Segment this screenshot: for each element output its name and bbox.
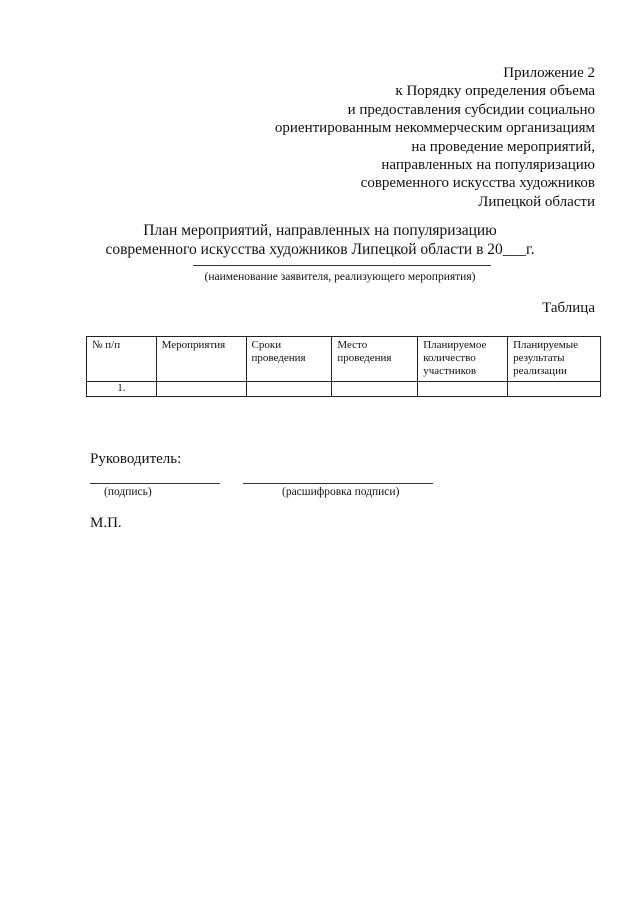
signature-caption: (подпись) <box>104 486 152 498</box>
table-header-row <box>87 337 601 382</box>
decoding-caption: (расшифровка подписи) <box>282 486 400 498</box>
title-line-1: План мероприятий, направленных на популяризацию <box>143 222 497 239</box>
applicant-name-line <box>193 265 491 266</box>
appendix-line: на проведение мероприятий, <box>411 138 595 155</box>
signature-decoding-line <box>243 483 433 484</box>
appendix-line: Липецкой области <box>478 193 595 210</box>
header-results: Планируемые результаты реализации <box>508 337 601 382</box>
appendix-line: и предоставления субсидии социально <box>347 101 595 118</box>
header-participants: Планируемое количество участников <box>418 337 508 382</box>
table-cell <box>508 382 601 397</box>
header-dates: Сроки проведения <box>246 337 332 382</box>
appendix-line: к Порядку определения объема <box>395 83 595 100</box>
events-table <box>86 336 601 397</box>
appendix-line: Приложение 2 <box>503 65 595 81</box>
signature-line <box>90 483 220 484</box>
appendix-line: ориентированным некоммерческим организациям <box>274 120 595 137</box>
table-cell <box>246 382 332 397</box>
table-cell: 1. <box>87 382 157 397</box>
header-number: № п/п <box>87 337 157 382</box>
applicant-caption: (наименование заявителя, реализующего мероприятия) <box>204 271 476 283</box>
table-cell <box>418 382 508 397</box>
header-events: Мероприятия <box>156 337 246 382</box>
header-place: Место проведения <box>332 337 418 382</box>
title-line-2: современного искусства художников Липецкой области в 20___г. <box>105 240 535 258</box>
table-label: Таблица <box>542 300 595 316</box>
stamp-label: М.П. <box>90 515 122 531</box>
head-label: Руководитель: <box>90 451 182 467</box>
table-cell <box>332 382 418 397</box>
table-cell <box>156 382 246 397</box>
document-title <box>40 222 600 259</box>
table-row <box>87 382 601 397</box>
appendix-line: направленных на популяризацию <box>381 157 595 174</box>
appendix-header <box>215 64 595 211</box>
appendix-line: современного искусства художников <box>360 175 595 192</box>
